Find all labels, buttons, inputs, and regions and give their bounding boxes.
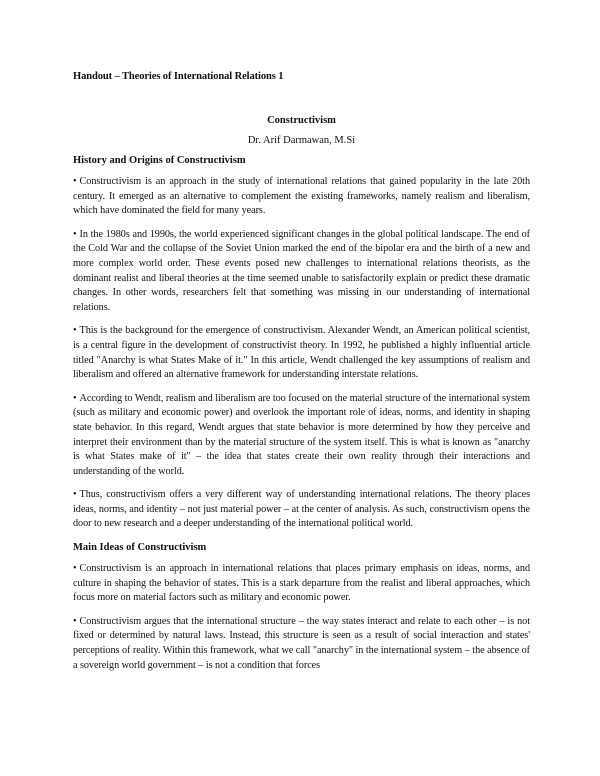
document-title: Constructivism — [267, 115, 336, 126]
paragraph — [73, 228, 530, 316]
author-line: Dr. Arif Darmawan, M.Si — [247, 135, 356, 146]
section-heading-history: History and Origins of Constructivism — [73, 155, 246, 166]
bullet-icon: • — [73, 176, 77, 187]
bullet-icon: • — [73, 392, 77, 404]
document-page — [73, 70, 530, 682]
paragraph — [73, 175, 530, 219]
paragraph — [73, 392, 530, 480]
bullet-icon: • — [73, 489, 77, 501]
paragraph-text: Thus, constructivism offers a very different way of understanding international relations. The theory places ideas, norms, and identity – not just material power – at the center of analysis. As such, constructivism opens the door to new research and a deeper understanding of the international political world. — [73, 489, 530, 530]
paragraph — [73, 562, 530, 606]
bullet-icon: • — [73, 325, 77, 337]
paragraph-text: Constructivism is an approach in international relations that places primary emphasis on ideas, norms, and culture in shaping the behavior of states. This is a stark departure from the realist and liberal approaches, which focus more on material factors such as military and economic power. — [73, 563, 530, 604]
paragraph-text: In the 1980s and 1990s, the world experienced significant changes in the global political landscape. The end of the Cold War and the collapse of the Soviet Union marked the end of the bipolar era and the birth of a new and more complex world order. These events posed new challenges to international relations theorists, as the dominant realist and liberal theories at the time seemed unable to satisfactorily explain or predict these dramatic changes. In other words, researchers felt that something was missing in our understanding of international relations. — [73, 228, 530, 313]
paragraph-text: According to Wendt, realism and liberalism are too focused on the material structure of the international system (such as military and economic power) and overlook the important role of ideas, norms, and identity in shaping state behavior. In this regard, Wendt argues that state behavior is more determined by how they perceive and interpret their environment than by the material structure of the system itself. This is what is known as "anarchy is what States make of it" – the idea that states create their own reality through their interactions and understanding of the world. — [73, 392, 530, 477]
bullet-icon: • — [73, 228, 77, 240]
paragraph-text: Constructivism is an approach in the study of international relations that gained popularity in the late 20th century. It emerged as an alternative to complement the existing frameworks, namely realism and liberalism, which have dominated the field for many years. — [73, 176, 530, 217]
handout-title: Handout – Theories of International Relations 1 — [73, 71, 284, 82]
paragraph — [73, 324, 530, 382]
paragraph — [73, 488, 530, 532]
paragraph-text: Constructivism argues that the international structure – the way states interact and relate to each other – is not fixed or determined by natural laws. Instead, this structure is seen as a result of social interaction and states' perceptions of reality. Within this framework, what we call "anarchy" in the international system – the absence of a sovereign world government – is not a condition that forces — [73, 615, 530, 671]
paragraph — [73, 615, 530, 673]
bullet-icon: • — [73, 615, 77, 627]
paragraph-text: This is the background for the emergence of constructivism. Alexander Wendt, an American political scientist, is a central figure in the development of constructivist theory. In 1992, he published a highly influential article titled "Anarchy is what States Make of it." In this article, Wendt challenged the key assumptions of realism and liberalism and offered an alternative framework for understanding interstate relations. — [73, 325, 530, 381]
section-heading-main-ideas: Main Ideas of Constructivism — [73, 542, 207, 554]
bullet-icon: • — [73, 563, 77, 575]
